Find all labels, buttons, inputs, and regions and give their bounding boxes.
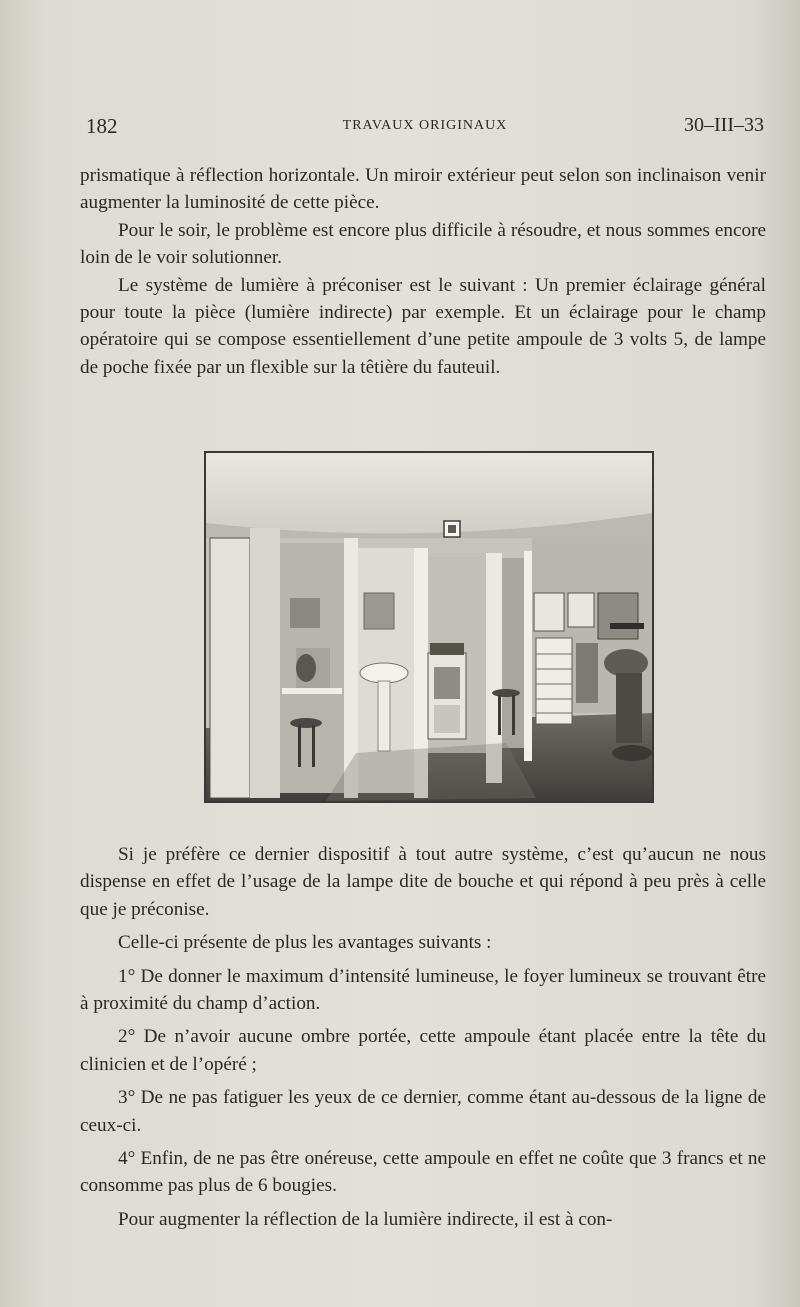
paragraph-8: 3° De ne pas fatiguer les yeux de ce dernier, comme étant au-dessous de la ligne de ceux-ci.: [80, 1087, 766, 1136]
page-header: [86, 114, 764, 138]
paragraph-3: Le système de lumière à préconiser est le suivant : Un premier éclairage général pour toute la pièce (lumière indirecte) par exemple. Et un éclairage pour le champ opératoire qui se compose essentiellement d’une petite ampoule de 3 volts 5, de lampe de poche fixée par un flexible sur la têtière du fauteuil.: [80, 274, 766, 378]
paragraph-5: Celle-ci présente de plus les avantages suivants :: [118, 932, 492, 954]
paragraph-4: Si je préfère ce dernier dispositif à tout autre système, c’est qu’aucun ne nous dispense en effet de l’usage de la lampe dite de bouche et qui répond à peu près à celle que je préconise.: [80, 844, 766, 920]
paragraph-10: Pour augmenter la réflection de la lumière indirecte, il est à con-: [118, 1208, 613, 1230]
page-number: 182: [86, 114, 118, 138]
issue-date: 30–III–33: [684, 114, 764, 136]
paragraph-1: prismatique à réflection horizontale. Un miroir extérieur peut selon son inclinaison venir augmenter la luminosité de cette pièce.: [80, 165, 766, 214]
photograph-dental-office: [204, 451, 654, 803]
body-text-top: [80, 162, 766, 381]
running-title: TRAVAUX ORIGINAUX: [342, 118, 508, 133]
paragraph-7: 2° De n’avoir aucune ombre portée, cette ampoule étant placée entre la tête du clinicien et de l’opéré ;: [80, 1026, 766, 1075]
body-text-bottom: [80, 841, 766, 1233]
paragraph-6: 1° De donner le maximum d’intensité lumineuse, le foyer lumineux se trouvant être à proximité du champ d’action.: [80, 965, 766, 1015]
paragraph-9: 4° Enfin, de ne pas être onéreuse, cette ampoule en effet ne coûte que 3 francs et ne consomme pas plus de 6 bougies.: [80, 1148, 766, 1197]
paragraph-2: Pour le soir, le problème est encore plus difficile à résoudre, et nous sommes encore loin de le voir solutionner.: [80, 219, 766, 269]
